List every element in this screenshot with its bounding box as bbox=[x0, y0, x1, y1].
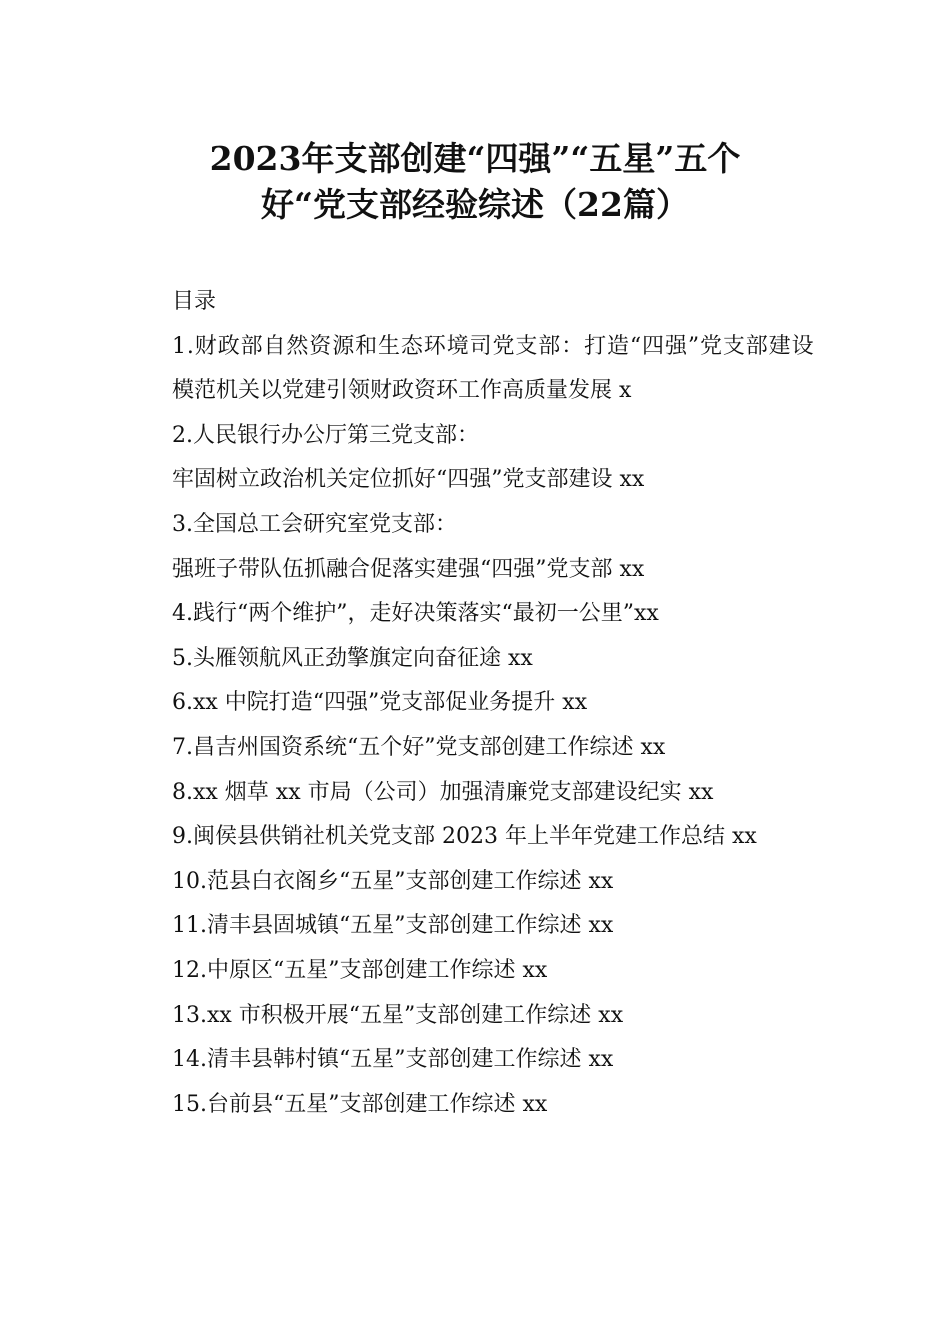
toc-entry-7: 7.昌吉州国资系统“五个好”党支部创建工作综述 xx bbox=[172, 734, 666, 760]
toc-entry-8: 8.xx 烟草 xx 市局（公司）加强清廉党支部建设纪实 xx bbox=[172, 779, 714, 805]
title-line-1: 2023年支部创建“四强”“五星”五个 bbox=[209, 139, 741, 178]
toc-entry-2-subtitle: 牢固树立政治机关定位抓好“四强”党支部建设 xx bbox=[172, 467, 645, 493]
toc-entry-5: 5.头雁领航风正劲擎旗定向奋征途 xx bbox=[172, 645, 533, 671]
document-title bbox=[0, 136, 950, 228]
document-body bbox=[120, 280, 832, 1127]
toc-entry-11: 11.清丰县固城镇“五星”支部创建工作综述 xx bbox=[172, 913, 614, 939]
toc-entry-3-subtitle: 强班子带队伍抓融合促落实建强“四强”党支部 xx bbox=[172, 556, 645, 582]
toc-entry-6: 6.xx 中院打造“四强”党支部促业务提升 xx bbox=[172, 690, 588, 716]
toc-entry-12: 12.中原区“五星”支部创建工作综述 xx bbox=[172, 957, 548, 983]
toc-entry-15: 15.台前县“五星”支部创建工作综述 xx bbox=[172, 1091, 548, 1117]
toc-entry-1: 1.财政部自然资源和生态环境司党支部：打造“四强”党支部建设 bbox=[172, 333, 815, 359]
toc-entry-9: 9.闽侯县供销社机关党支部 2023 年上半年党建工作总结 xx bbox=[172, 824, 757, 850]
toc-entry-10: 10.范县白衣阁乡“五星”支部创建工作综述 xx bbox=[172, 868, 614, 894]
toc-entry-3: 3.全国总工会研究室党支部： bbox=[172, 511, 457, 537]
toc-heading: 目录 bbox=[172, 289, 217, 314]
toc-entry-14: 14.清丰县韩村镇“五星”支部创建工作综述 xx bbox=[172, 1047, 614, 1073]
toc-entry-4: 4.践行“两个维护”，走好决策落实“最初一公里”xx bbox=[172, 601, 659, 627]
toc-entry-1-subtitle: 模范机关以党建引领财政资环工作高质量发展 x bbox=[172, 378, 632, 404]
title-line-2: 好“党支部经验综述（22篇） bbox=[261, 185, 689, 224]
toc-entry-13: 13.xx 市积极开展“五星”支部创建工作综述 xx bbox=[172, 1002, 624, 1028]
toc-entry-2: 2.人民银行办公厅第三党支部： bbox=[172, 422, 479, 448]
